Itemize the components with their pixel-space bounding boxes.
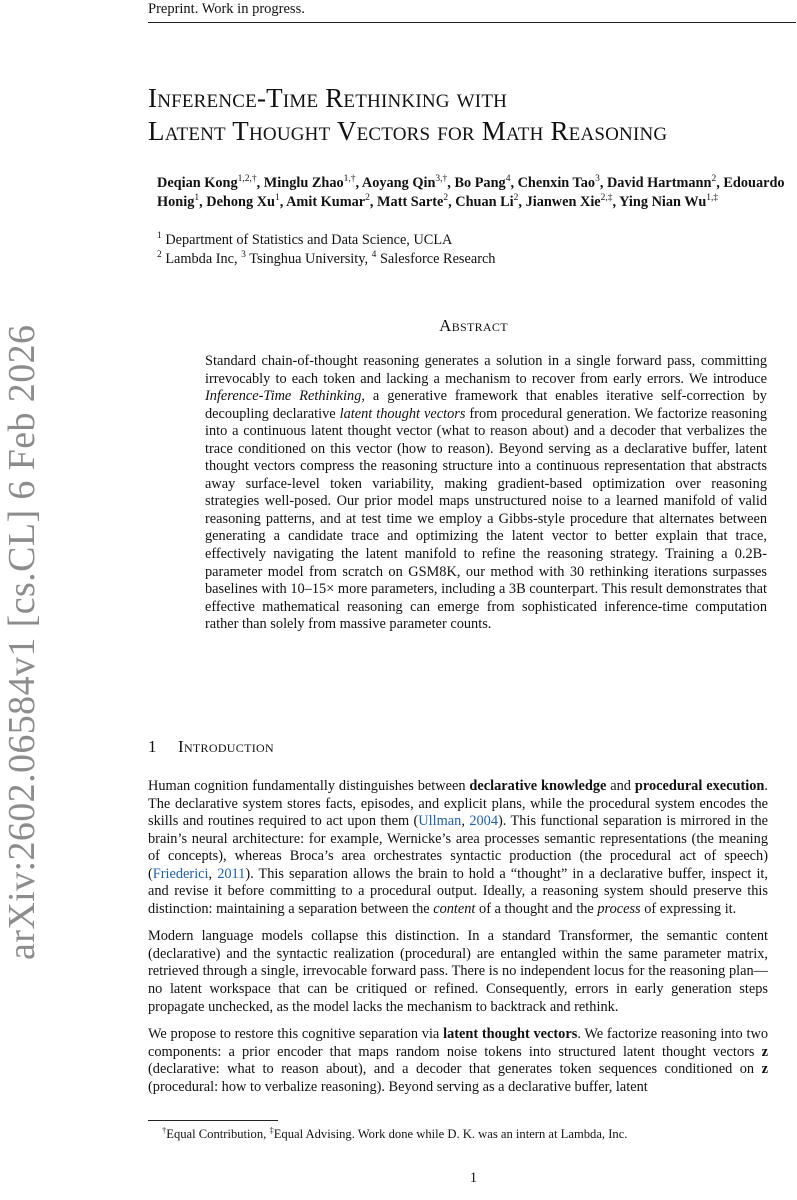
citation-ullman-author: Ullman [418, 813, 462, 830]
author-affiliation-sup: 2 [365, 193, 370, 204]
intro-text: Human cognition fundamentally distinguishes between [148, 778, 470, 794]
citation-friederici-year[interactable] [217, 866, 245, 882]
math-z: z [761, 1061, 768, 1078]
author-name: Amit Kumar [286, 194, 366, 210]
author-name: Matt Sarte [377, 194, 444, 210]
author-affiliation-sup: 3,† [435, 174, 448, 185]
header-note: Preprint. Work in progress. [148, 1, 305, 17]
intro-text: and [606, 778, 635, 794]
author-list [157, 174, 787, 212]
abstract-body [205, 353, 767, 634]
author-affiliation-sup: 2 [513, 193, 519, 204]
author-name: David Hartmann [606, 175, 712, 191]
author-name: Ying Nian Wu [619, 194, 707, 210]
abstract-text-1: Standard chain-of-thought reasoning generates a solution in a single forward pass, committing irrevocably to each token and lacking a mechanism to recover from early errors. We introduce [205, 353, 767, 387]
author-name: Chuan Li [455, 194, 514, 210]
footnote-text-2: Equal Advising. Work done while D. K. was an intern at Lambda, Inc. [273, 1127, 628, 1141]
abstract-emphasis-method: Inference-Time Rethinking [205, 388, 362, 405]
author-name: Jianwen Xie [525, 194, 601, 210]
abstract-heading: Abstract [439, 316, 508, 335]
author-affiliation-sup: 1,† [343, 174, 356, 185]
intro-text: (declarative: what to reason about), and a decoder that generates token sequences conditioned on [148, 1061, 762, 1078]
affiliation-line-1 [157, 231, 452, 250]
author-name: Edouardo Honig [157, 175, 785, 210]
author-affiliation-sup: 2 [443, 193, 449, 204]
author-affiliation-sup: 1 [274, 193, 280, 204]
intro-bold-procedural: procedural execution [634, 778, 765, 794]
title-line-2: Latent Thought Vectors for Math Reasoning [148, 116, 668, 146]
intro-text: We propose to restore this cognitive separation via [148, 1026, 444, 1043]
citation-ullman[interactable] [418, 813, 461, 829]
section-number: 1 [148, 737, 157, 756]
intro-text: (procedural: how to verbalize reasoning). Beyond serving as a declarative buffer, latent [148, 1078, 648, 1095]
intro-emphasis-content: content [433, 900, 476, 917]
intro-paragraph-3 [148, 1026, 768, 1096]
intro-paragraph-1 [148, 778, 768, 918]
abstract-text-3: from procedural generation. We factorize reasoning into a continuous latent thought vector (what to reason about) and a decoder that verbalizes the trace conditioned on this vector (how to reason). Beyond serving as a declarative buffer, latent thought vectors compress the reasoning structure into a continuous representation that abstracts away surface-level token variability, making gradient-based optimization over reasoning strategies well-posed. Our prior model maps unstructured noise to a learned manifold of valid reasoning patterns, and at test time we employ a Gibbs-style procedure that alternates between generating a candidate trace and optimizing the latent vector to better explain that trace, effectively navigating the latent manifold to refine the reasoning strategy. Training a 0.2B-parameter model from scratch on GSM8K, our method with 30 rethinking iterations surpasses baselines with 10–15× more parameters, including a 3B counterpart. This result demonstrates that effective mathematical reasoning can emerge from sophisticated inference-time computation rather than solely from massive parameter counts. [205, 405, 767, 633]
author-affiliation-sup: 3 [595, 174, 600, 185]
citation-friederici-year-text: 2011 [217, 865, 246, 882]
intro-paragraph-2: Modern language models collapse this distinction. In a standard Transformer, the semantic content (declarative) and the syntactic realization (procedural) are entangled within the same parameter matrix, retrieved through a single, irrevocable forward pass. There is no independent locus for the reasoning plan—no latent workspace that can be critiqued or refined. Consequently, errors in early generation steps propagate unchecked, as the model lacks the mechanism to backtrack and rethink. [148, 928, 768, 1015]
affil-lambda: Lambda Inc, [165, 251, 238, 267]
author-affiliation-sup: 2,‡ [600, 193, 613, 204]
math-z: z [761, 1043, 768, 1060]
affil-salesforce: Salesforce Research [379, 251, 496, 267]
affiliation-line-2 [157, 250, 495, 269]
citation-sep: , [208, 865, 218, 882]
author-affiliation-sup: 2 [711, 174, 717, 185]
intro-bold-latent-vectors: latent thought vectors [443, 1026, 578, 1043]
citation-friederici[interactable] [153, 866, 209, 882]
section-title: Introduction [178, 737, 274, 756]
footnote-text-1: Equal Contribution, [166, 1127, 270, 1141]
author-name: Deqian Kong [157, 175, 238, 191]
author-name: Bo Pang [454, 175, 506, 191]
author-affiliation-sup: 1,‡ [706, 193, 719, 204]
abstract-text-2: , a generative framework that enables iterative self-correction by decoupling declarative [205, 388, 767, 422]
intro-text: of a thought and the [475, 900, 598, 917]
author-affiliation-sup: 1,2,† [237, 174, 257, 185]
citation-ullman-year[interactable] [469, 813, 498, 829]
affil-sup-4: 4 [371, 250, 377, 261]
affil-sup-2: 2 [157, 250, 162, 261]
abstract-paragraph [205, 353, 767, 634]
footnote-rule [148, 1120, 278, 1121]
header-rule [148, 22, 796, 23]
citation-ullman-year-text: 2004 [469, 813, 499, 830]
intro-text: ). This functional separation is mirrored in the brain’s neural architecture: for example, Wernicke’s area processes semantic representations (the meaning of concepts), whereas Broca’s area orchestrates syntactic production (the procedural act of speech) ( [148, 813, 769, 882]
intro-text: ). This separation allows the brain to hold a “thought” in a declarative buffer, inspect it, and revise it before committing to a procedural output. Ideally, a reasoning system should preserve this distinction: maintaining a separation between the [148, 865, 769, 917]
author-affiliation-sup: 1 [194, 193, 200, 204]
author-name: Minglu Zhao [263, 175, 344, 191]
section-heading-introduction [148, 737, 274, 757]
abstract-emphasis-latent: latent thought vectors [339, 405, 466, 422]
affil-sup-1: 1 [157, 231, 162, 242]
author-name: Dehong Xu [206, 194, 275, 210]
footnote [162, 1126, 627, 1142]
intro-text: . The declarative system stores facts, episodes, and explicit plans, while the procedural system encodes the skills and routines required to act upon them ( [148, 778, 768, 830]
footnote-dagger: † [162, 1124, 167, 1135]
introduction-body [148, 778, 768, 1106]
author-name: Aoyang Qin [361, 175, 436, 191]
page-number: 1 [469, 1170, 478, 1186]
author-affiliation-sup: 4 [505, 174, 511, 185]
footnote-double-dagger: ‡ [269, 1124, 274, 1135]
author-names: Deqian Kong$^{1,2,\dagger}$, Minglu Zhao$^{1,\dagger}$, Aoyang Qin$^{3,\dagger}$, Bo Pang$^4$, Chenxin Tao$^3$, David Hartmann$^2$, Edouardo Honig$^1$, Dehong Xu$^1$, Amit Kumar$^2$, Matt Sarte$^2$, Chuan Li$^2$, Jianwen Xie$^{2,\ddagger}$, Ying Nian $Wu^{1,\ddagger}$ [157, 174, 785, 210]
citation-sep: , [461, 813, 470, 830]
intro-emphasis-process: process [597, 900, 641, 917]
intro-text: of expressing it. [640, 900, 737, 917]
intro-bold-declarative: declarative knowledge [469, 778, 607, 794]
affil-ucla: Department of Statistics and Data Science, UCLA [165, 232, 453, 248]
author-name: Chenxin Tao [517, 175, 596, 191]
affil-tsinghua: Tsinghua University, [249, 251, 369, 267]
arxiv-stamp: arXiv:2602.06584v1 [cs.CL] 6 Feb 2026 [1, 324, 43, 960]
citation-friederici-author: Friederici [152, 865, 209, 882]
intro-text: . We factorize reasoning into two components: a prior encoder that maps random noise tokens into structured latent thought vectors [148, 1026, 768, 1060]
affil-sup-3: 3 [241, 250, 246, 261]
paper-title [148, 82, 796, 148]
title-line-1: Inference-Time Rethinking with [148, 83, 508, 113]
